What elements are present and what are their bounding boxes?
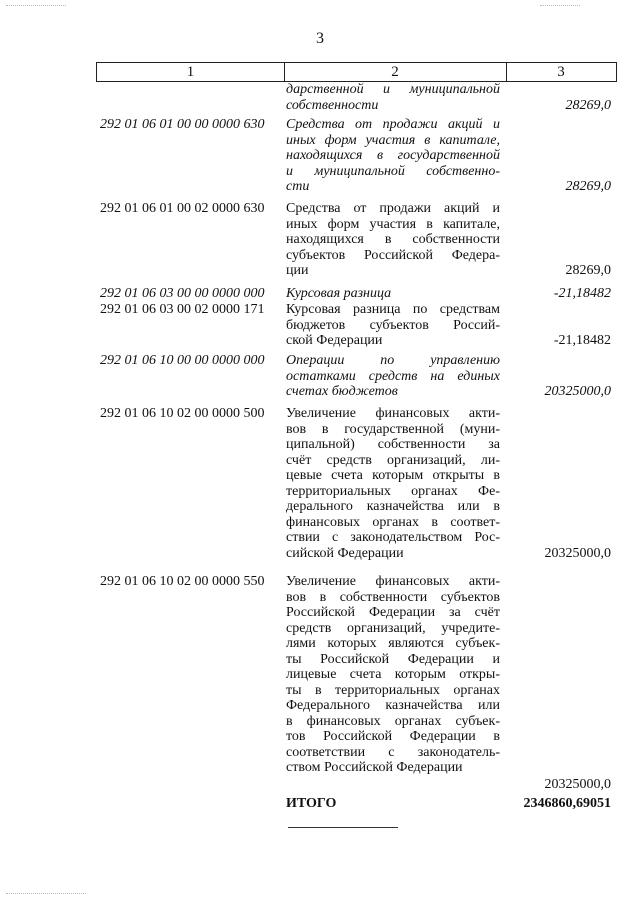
row-code: 292 01 06 03 00 02 0000 171 [100,302,265,317]
row-description [286,574,500,776]
description-line: находящихся в собственности [286,232,500,247]
description-line: ствии с законодательством Рос- [286,530,500,545]
description-line: бюджетов субъектов Россий- [286,317,500,333]
description-line: сти [286,179,310,194]
row-amount: 28269,0 [565,179,611,194]
description-line: Увеличение финансовых акти- [286,406,500,421]
description-line: Российской Федерации за счёт [286,605,500,620]
description-line: счёт средств организаций, ли- [286,452,500,468]
total-amount: 2346860,69051 [523,796,611,811]
description-line: ты Российской Федерации и [286,651,500,667]
header-col-1: 1 [97,63,285,81]
description-line: ципальной) собственности за [286,437,500,452]
scan-mark [6,893,86,894]
description-line: Федерального казначейства или [286,698,500,713]
description-line: и муниципальной собственно- [286,163,500,179]
description-line: Средства от продажи акций и [286,117,500,132]
row-amount: 28269,0 [565,97,611,113]
description-line: сийской Федерации [286,545,404,561]
page-number: 3 [316,30,324,47]
table-header [96,62,617,82]
row-code: 292 01 06 10 02 00 0000 550 [100,574,265,589]
description-line: Курсовая разница [286,286,392,301]
row-code: 292 01 06 01 00 00 0000 630 [100,117,265,132]
description-line: в финансовых органах субъек- [286,713,500,729]
row-amount: 20325000,0 [544,545,611,561]
row-description [286,201,500,279]
row-description [286,82,500,113]
header-col-2: 2 [284,63,507,81]
description-line: субъектов Российской Федера- [286,247,500,263]
description-line: соответствии с законодатель- [286,744,500,760]
description-line: тов Российской Федерации в [286,729,500,744]
row-description [286,406,500,561]
description-line: цевые счета которым открыты в [286,468,500,483]
row-code: 292 01 06 03 00 00 0000 000 [100,286,265,301]
description-line: ты в территориальных органах [286,682,500,698]
scan-mark [6,5,66,6]
description-line: иных форм участия в капитале, [286,216,500,232]
description-line: ской Федерации [286,333,383,348]
description-line: ции [286,263,309,278]
description-line: Курсовая разница по средствам [286,302,500,317]
row-description [286,117,500,195]
row-code: 292 01 06 01 00 02 0000 630 [100,201,265,216]
description-line: Увеличение финансовых акти- [286,574,500,589]
row-description [286,302,500,349]
row-code: 292 01 06 10 02 00 0000 500 [100,406,265,421]
row-amount: -21,18482 [553,333,611,348]
description-line: средств организаций, учредите- [286,620,500,636]
row-amount: 20325000,0 [544,384,611,399]
description-line: дерального казначейства или в [286,499,500,514]
description-line: собственности [286,97,379,113]
row-amount: -21,18482 [553,286,611,301]
row-amount: 20325000,0 [544,777,611,792]
description-line: Операции по управлению [286,353,500,368]
description-line: вов в собственности субъектов [286,589,500,605]
description-line: вов в государственной (муни- [286,421,500,437]
total-label: ИТОГО [286,796,337,811]
row-code: 292 01 06 10 00 00 0000 000 [100,353,265,368]
description-line: лицевые счета которым откры- [286,667,500,682]
description-line: дарственной и муниципальной [286,82,500,97]
description-line: остатками средств на единых [286,368,500,384]
closing-rule [288,827,398,828]
row-amount: 28269,0 [565,263,611,278]
description-line: финансовых органах в соответ- [286,514,500,530]
description-line: иных форм участия в капитале, [286,132,500,148]
description-line: счетах бюджетов [286,384,398,399]
row-description [286,286,500,302]
description-line: ством Российской Федерации [286,760,463,775]
description-line: лями которых являются субъек- [286,636,500,651]
header-col-3: 3 [557,64,565,80]
description-line: Средства от продажи акций и [286,201,500,216]
description-line: территориальных органах Фе- [286,483,500,499]
description-line: находящихся в государственной [286,148,500,163]
scan-mark [540,5,580,6]
row-description [286,353,500,400]
